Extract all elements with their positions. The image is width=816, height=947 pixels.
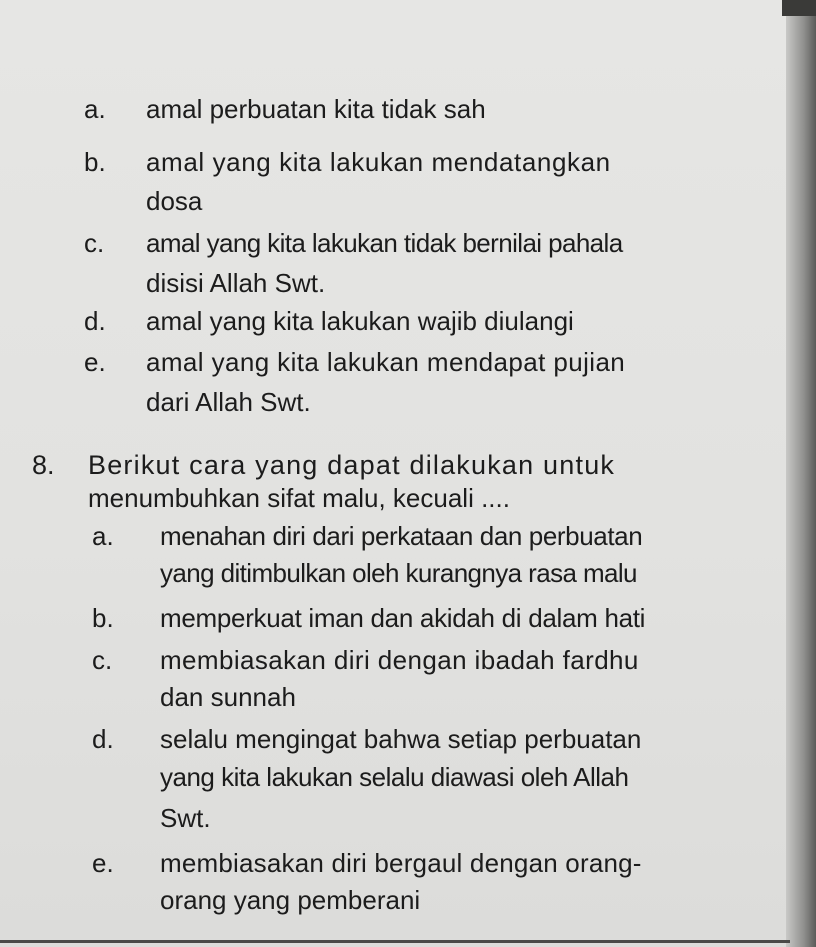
question-text: Berikut cara yang dapat dilakukan untuk	[88, 450, 616, 480]
option-letter: c.	[84, 228, 105, 258]
option-text: disisi Allah Swt.	[146, 268, 326, 298]
option-text: memperkuat iman dan akidah di dalam hati	[160, 603, 646, 633]
option-text: dosa	[146, 186, 203, 216]
option-letter: a.	[84, 94, 106, 124]
option-text: dari Allah Swt.	[146, 387, 311, 417]
option-letter: c.	[92, 645, 113, 675]
option-text: dan sunnah	[160, 682, 296, 712]
option-text: yang kita lakukan selalu diawasi oleh Allah	[160, 762, 629, 792]
option-text: membiasakan diri dengan ibadah fardhu	[160, 645, 639, 675]
option-text: amal yang kita lakukan mendapat pujian	[146, 347, 626, 377]
option-text: amal yang kita lakukan wajib diulangi	[146, 306, 574, 336]
option-letter: a.	[92, 521, 114, 551]
option-text: amal perbuatan kita tidak sah	[146, 94, 486, 124]
option-text: orang yang pemberani	[160, 885, 421, 915]
page-corner	[782, 0, 816, 16]
option-letter: b.	[92, 603, 114, 633]
option-text: amal yang kita lakukan tidak bernilai pahala	[146, 228, 623, 258]
option-text: selalu mengingat bahwa setiap perbuatan	[160, 724, 642, 754]
option-letter: e.	[92, 848, 114, 878]
option-letter: d.	[92, 724, 114, 754]
option-text: membiasakan diri bergaul dengan orang-	[160, 848, 642, 878]
question-number: 8.	[32, 450, 55, 480]
page-edge-shadow	[786, 0, 816, 947]
bottom-rule	[0, 940, 790, 943]
question-text: menumbuhkan sifat malu, kecuali ....	[88, 483, 510, 513]
option-letter: b.	[84, 147, 106, 177]
option-letter: d.	[84, 306, 106, 336]
option-text: menahan diri dari perkataan dan perbuatan	[160, 521, 643, 551]
option-text: amal yang kita lakukan mendatangkan	[146, 147, 611, 177]
option-text: yang ditimbulkan oleh kurangnya rasa malu	[160, 558, 637, 588]
option-letter: e.	[84, 347, 106, 377]
option-text: Swt.	[160, 803, 211, 833]
